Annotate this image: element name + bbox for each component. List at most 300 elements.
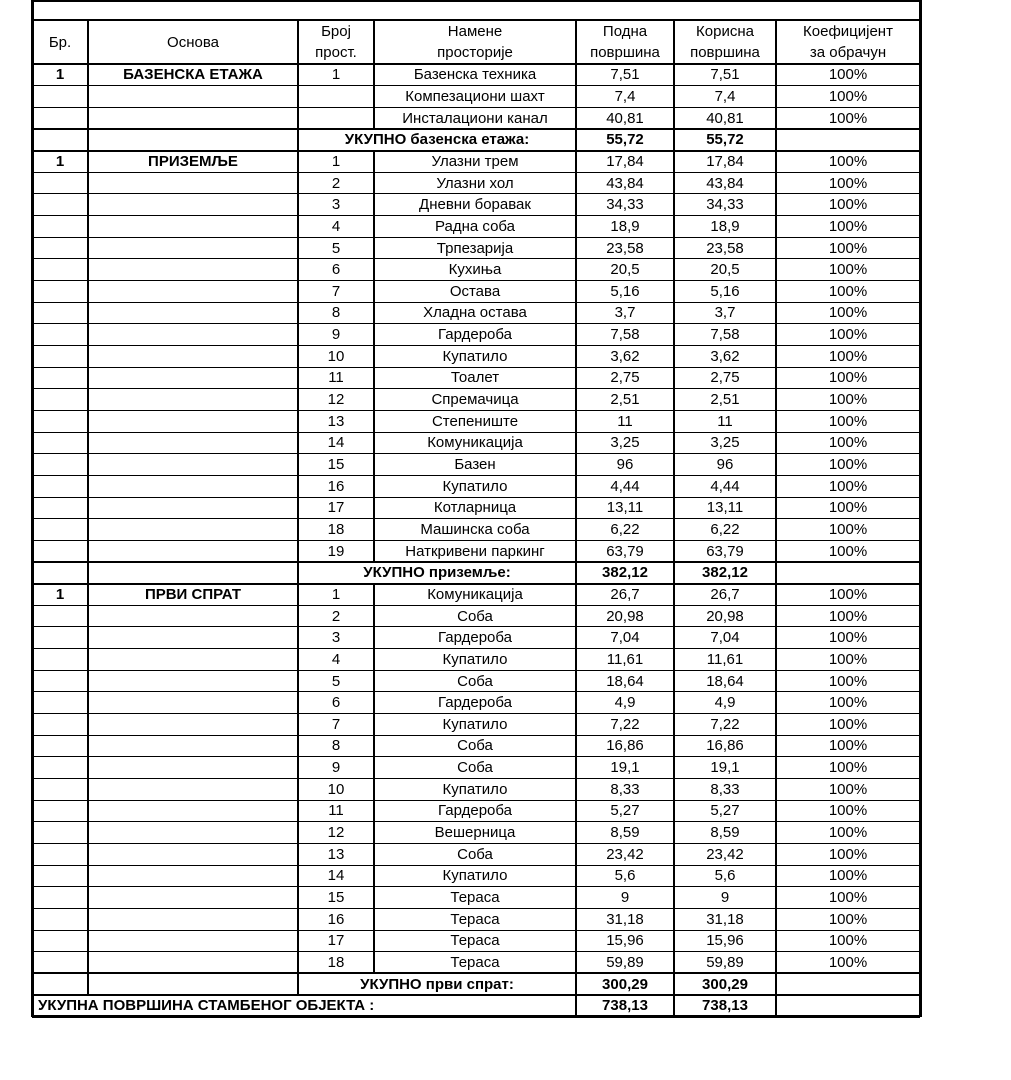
room-purpose: Купатило: [442, 867, 508, 885]
total-row-bottom-line: [32, 583, 920, 585]
floor-area: 6,22: [610, 520, 640, 538]
floor-area: 4,9: [614, 694, 636, 712]
room-purpose: Дневни боравак: [419, 196, 531, 214]
coefficient: 100%: [828, 650, 868, 668]
row-line: [32, 237, 298, 238]
room-purpose: Комуникација: [427, 434, 523, 452]
room-number: 9: [331, 326, 341, 344]
row-line: [32, 410, 298, 411]
useful-area: 8,59: [710, 824, 740, 842]
row-line: [32, 172, 298, 173]
room-number: 10: [327, 780, 345, 798]
room-purpose: Базен: [454, 456, 496, 474]
coefficient: 100%: [828, 261, 868, 279]
useful-area: 34,33: [706, 196, 744, 214]
header-purpose-2: просторије: [437, 44, 513, 61]
row-line: [32, 475, 298, 476]
col-line-room-no: [373, 584, 375, 974]
room-purpose: Купатило: [442, 477, 508, 495]
useful-area: 4,44: [710, 477, 740, 495]
row-line: [298, 778, 920, 779]
row-line: [298, 172, 920, 173]
coefficient: 100%: [828, 910, 868, 928]
floor-area: 63,79: [606, 542, 644, 560]
room-number: 5: [331, 239, 341, 257]
row-line: [32, 193, 298, 194]
row-line: [32, 691, 298, 692]
col-line-room-no: [373, 64, 375, 129]
room-number: 7: [331, 715, 341, 733]
room-purpose: Трпезарија: [436, 239, 514, 257]
room-number: 2: [331, 174, 341, 192]
useful-area: 59,89: [706, 953, 744, 971]
coefficient: 100%: [828, 715, 868, 733]
coefficient: 100%: [828, 434, 868, 452]
room-number: 15: [327, 889, 345, 907]
row-line: [32, 280, 298, 281]
coefficient: 100%: [828, 456, 868, 474]
coefficient: 100%: [828, 347, 868, 365]
col-line-room-no: [373, 20, 375, 64]
room-number: 15: [327, 456, 345, 474]
useful-area: 11,61: [706, 650, 744, 668]
floor-area: 13,11: [606, 499, 644, 517]
room-number: 1: [331, 152, 341, 170]
row-line: [298, 453, 920, 454]
coefficient: 100%: [828, 867, 868, 885]
row-line: [32, 843, 298, 844]
row-line: [32, 951, 298, 952]
room-number: 6: [331, 261, 341, 279]
coefficient: 100%: [828, 824, 868, 842]
floor-area: 96: [616, 456, 634, 474]
row-line: [298, 107, 920, 108]
room-number: 8: [331, 304, 341, 322]
room-purpose: Радна соба: [435, 217, 515, 235]
room-purpose: Остава: [449, 282, 501, 300]
row-line: [32, 215, 298, 216]
floor-area: 11: [617, 412, 633, 430]
row-line: [298, 410, 920, 411]
row-line: [32, 648, 298, 649]
room-purpose: Тоалет: [450, 369, 500, 387]
coefficient: 100%: [828, 672, 868, 690]
grand-total-floor: 738,13: [602, 997, 648, 1015]
room-purpose: Соба: [457, 845, 493, 863]
useful-area: 18,64: [706, 672, 744, 690]
useful-area: 18,9: [710, 217, 740, 235]
row-line: [32, 865, 298, 866]
row-line: [32, 886, 298, 887]
floor-area: 3,25: [610, 434, 640, 452]
section-total-useful: 55,72: [706, 131, 744, 149]
useful-area: 7,51: [710, 66, 740, 84]
coefficient: 100%: [828, 629, 868, 647]
col-line-base: [297, 20, 299, 995]
room-purpose: Купатило: [442, 780, 508, 798]
coefficient: 100%: [828, 607, 868, 625]
section-total-floor: 382,12: [602, 564, 648, 582]
area-calculation-table: [32, 0, 920, 1028]
floor-area: 31,18: [606, 910, 644, 928]
coefficient: 100%: [828, 66, 868, 84]
useful-area: 26,7: [710, 585, 740, 603]
coefficient: 100%: [828, 369, 868, 387]
floor-area: 17,84: [606, 152, 644, 170]
row-line: [32, 540, 298, 541]
floor-area: 40,81: [606, 109, 644, 127]
floor-area: 5,6: [614, 867, 636, 885]
coefficient: 100%: [828, 499, 868, 517]
room-number: 19: [327, 542, 345, 560]
room-purpose: Гардероба: [438, 802, 512, 820]
row-line: [298, 670, 920, 671]
floor-area: 11,61: [606, 650, 644, 668]
row-line: [298, 215, 920, 216]
useful-area: 23,42: [706, 845, 744, 863]
coefficient: 100%: [828, 953, 868, 971]
coefficient: 100%: [828, 391, 868, 409]
room-purpose: Соба: [457, 759, 493, 777]
coefficient: 100%: [828, 87, 868, 105]
row-line: [32, 908, 298, 909]
row-line: [298, 475, 920, 476]
room-purpose: Вешерница: [434, 824, 516, 842]
room-number: 1: [331, 66, 341, 84]
section-total-useful: 300,29: [702, 975, 748, 993]
coefficient: 100%: [828, 520, 868, 538]
row-line: [298, 843, 920, 844]
floor-area: 3,7: [614, 304, 636, 322]
row-line: [298, 626, 920, 627]
col-line-room-no: [373, 151, 375, 562]
row-line: [298, 973, 920, 974]
row-line: [298, 388, 920, 389]
room-number: 4: [331, 650, 341, 668]
row-line: [32, 107, 298, 108]
room-number: 12: [327, 391, 345, 409]
room-purpose: Тераса: [450, 932, 500, 950]
coefficient: 100%: [828, 585, 868, 603]
room-purpose: Соба: [457, 672, 493, 690]
room-purpose: Котларница: [433, 499, 517, 517]
useful-area: 17,84: [706, 152, 744, 170]
coefficient: 100%: [828, 109, 868, 127]
room-number: 6: [331, 694, 341, 712]
coefficient: 100%: [828, 326, 868, 344]
row-line: [298, 605, 920, 606]
useful-area: 5,16: [710, 282, 740, 300]
header-useful-area-2: површина: [690, 44, 760, 61]
floor-area: 8,33: [610, 780, 640, 798]
room-purpose: Компезациони шахт: [405, 87, 545, 105]
table-top-border: [32, 0, 920, 2]
header-coefficient: Коефицијент: [803, 23, 893, 40]
coefficient: 100%: [828, 780, 868, 798]
useful-area: 3,62: [710, 347, 740, 365]
useful-area: 19,1: [710, 759, 740, 777]
row-line: [298, 930, 920, 931]
row-line: [32, 85, 298, 86]
useful-area: 16,86: [706, 737, 744, 755]
header-base: Основа: [167, 34, 219, 51]
coefficient: 100%: [828, 304, 868, 322]
row-line: [298, 128, 920, 129]
room-purpose: Инсталациони канал: [402, 109, 548, 127]
room-number: 14: [327, 434, 345, 452]
header-room-no: Број: [321, 23, 351, 40]
room-purpose: Хладна остава: [423, 304, 527, 322]
section-total-label: УКУПНО базенска етажа:: [344, 131, 530, 149]
floor-area: 18,64: [606, 672, 644, 690]
row-line: [298, 800, 920, 801]
room-number: 2: [331, 607, 341, 625]
section-total-label: УКУПНО први спрат:: [360, 975, 514, 993]
useful-area: 2,51: [710, 391, 740, 409]
room-number: 13: [327, 845, 345, 863]
row-line: [298, 908, 920, 909]
useful-area: 7,4: [714, 87, 736, 105]
useful-area: 5,6: [714, 867, 736, 885]
row-line: [298, 193, 920, 194]
coefficient: 100%: [828, 932, 868, 950]
floor-area: 5,27: [610, 802, 640, 820]
room-purpose: Машинска соба: [420, 520, 530, 538]
room-purpose: Купатило: [442, 347, 508, 365]
section-total-useful: 382,12: [702, 564, 748, 582]
useful-area: 4,9: [714, 694, 736, 712]
room-purpose: Гардероба: [438, 694, 512, 712]
row-line: [32, 800, 298, 801]
total-row-bottom-line: [32, 994, 920, 996]
grand-total-label: УКУПНА ПОВРШИНА СТАМБЕНОГ ОБЈЕКТА :: [38, 997, 375, 1015]
room-number: 7: [331, 282, 341, 300]
floor-area: 23,58: [606, 239, 644, 257]
floor-area: 5,16: [610, 282, 640, 300]
floor-area: 7,4: [614, 87, 636, 105]
coefficient: 100%: [828, 694, 868, 712]
header-purpose: Намене: [447, 23, 503, 40]
row-line: [32, 518, 298, 519]
room-number: 16: [327, 477, 345, 495]
room-purpose: Гардероба: [438, 326, 512, 344]
floor-area: 34,33: [606, 196, 644, 214]
floor-area: 15,96: [606, 932, 644, 950]
row-line: [298, 886, 920, 887]
floor-area: 3,62: [610, 347, 640, 365]
room-purpose: Купатило: [442, 650, 508, 668]
row-line: [298, 561, 920, 562]
table-bottom-border: [32, 1015, 920, 1018]
section-name: БАЗЕНСКА ЕТАЖА: [123, 66, 263, 84]
room-purpose: Комуникација: [427, 585, 523, 603]
row-line: [298, 497, 920, 498]
room-number: 17: [327, 932, 345, 950]
useful-area: 13,11: [706, 499, 744, 517]
useful-area: 5,27: [710, 802, 740, 820]
room-number: 14: [327, 867, 345, 885]
header-floor-area: Подна: [602, 23, 648, 40]
floor-area: 7,58: [610, 326, 640, 344]
section-total-floor: 300,29: [602, 975, 648, 993]
floor-area: 26,7: [610, 585, 640, 603]
coefficient: 100%: [828, 282, 868, 300]
coefficient: 100%: [828, 152, 868, 170]
room-purpose: Улазни трем: [431, 152, 519, 170]
room-number: 12: [327, 824, 345, 842]
header-coefficient-2: за обрачун: [809, 44, 887, 61]
header-no: Бр.: [48, 34, 72, 51]
useful-area: 31,18: [706, 910, 744, 928]
useful-area: 40,81: [706, 109, 744, 127]
room-number: 1: [331, 585, 341, 603]
room-purpose: Степениште: [431, 412, 519, 430]
row-line: [32, 345, 298, 346]
room-number: 16: [327, 910, 345, 928]
useful-area: 23,58: [706, 239, 744, 257]
room-number: 18: [327, 520, 345, 538]
room-number: 17: [327, 499, 345, 517]
floor-area: 4,44: [610, 477, 640, 495]
coefficient: 100%: [828, 412, 868, 430]
coefficient: 100%: [828, 737, 868, 755]
row-line: [32, 128, 298, 129]
row-line: [298, 518, 920, 519]
section-number: 1: [55, 585, 65, 603]
room-number: 8: [331, 737, 341, 755]
row-line: [298, 865, 920, 866]
floor-area: 19,1: [610, 759, 640, 777]
floor-area: 18,9: [610, 217, 640, 235]
floor-area: 20,98: [606, 607, 644, 625]
row-line: [32, 713, 298, 714]
floor-area: 16,86: [606, 737, 644, 755]
header-useful-area: Корисна: [696, 23, 754, 40]
room-purpose: Тераса: [450, 910, 500, 928]
row-line: [298, 302, 920, 303]
floor-area: 20,5: [610, 261, 640, 279]
section-name: ПРВИ СПРАТ: [144, 585, 242, 603]
row-line: [32, 323, 298, 324]
useful-area: 43,84: [706, 174, 744, 192]
coefficient: 100%: [828, 759, 868, 777]
row-line: [32, 388, 298, 389]
row-line: [298, 345, 920, 346]
row-line: [298, 258, 920, 259]
useful-area: 15,96: [706, 932, 744, 950]
useful-area: 6,22: [710, 520, 740, 538]
useful-area: 7,22: [710, 715, 740, 733]
row-line: [32, 778, 298, 779]
coefficient: 100%: [828, 239, 868, 257]
header-top-line: [32, 19, 920, 21]
room-purpose: Соба: [457, 607, 493, 625]
row-line: [32, 756, 298, 757]
useful-area: 20,98: [706, 607, 744, 625]
floor-area: 7,51: [610, 66, 640, 84]
row-line: [32, 821, 298, 822]
header-floor-area-2: површина: [590, 44, 660, 61]
header-bottom-line: [32, 63, 920, 65]
useful-area: 20,5: [710, 261, 740, 279]
row-line: [298, 367, 920, 368]
grand-total-useful: 738,13: [702, 997, 748, 1015]
row-line: [32, 561, 298, 562]
row-line: [298, 85, 920, 86]
row-line: [32, 367, 298, 368]
useful-area: 7,04: [710, 629, 740, 647]
room-purpose: Спремачица: [431, 391, 519, 409]
room-number: 3: [331, 196, 341, 214]
coefficient: 100%: [828, 477, 868, 495]
row-line: [298, 280, 920, 281]
row-line: [298, 713, 920, 714]
useful-area: 7,58: [710, 326, 740, 344]
row-line: [298, 756, 920, 757]
section-name: ПРИЗЕМЉЕ: [148, 152, 238, 170]
room-number: 3: [331, 629, 341, 647]
section-total-label: УКУПНО приземље:: [363, 564, 511, 582]
row-line: [298, 821, 920, 822]
room-purpose: Соба: [457, 737, 493, 755]
row-line: [298, 648, 920, 649]
row-line: [298, 951, 920, 952]
floor-area: 9: [620, 889, 630, 907]
room-number: 11: [328, 369, 344, 387]
row-line: [298, 540, 920, 541]
row-line: [32, 605, 298, 606]
row-line: [298, 432, 920, 433]
coefficient: 100%: [828, 889, 868, 907]
useful-area: 3,7: [714, 304, 736, 322]
room-purpose: Кухиња: [448, 261, 502, 279]
useful-area: 2,75: [710, 369, 740, 387]
room-number: 10: [327, 347, 345, 365]
room-number: 18: [327, 953, 345, 971]
useful-area: 3,25: [710, 434, 740, 452]
floor-area: 2,51: [610, 391, 640, 409]
row-line: [298, 237, 920, 238]
room-purpose: Гардероба: [438, 629, 512, 647]
room-purpose: Наткривени паркинг: [405, 542, 545, 560]
row-line: [32, 258, 298, 259]
row-line: [32, 973, 298, 974]
section-number: 1: [55, 66, 65, 84]
section-number: 1: [55, 152, 65, 170]
room-purpose: Тераса: [450, 953, 500, 971]
floor-area: 43,84: [606, 174, 644, 192]
coefficient: 100%: [828, 196, 868, 214]
useful-area: 96: [716, 456, 734, 474]
useful-area: 8,33: [710, 780, 740, 798]
floor-area: 23,42: [606, 845, 644, 863]
floor-area: 2,75: [610, 369, 640, 387]
useful-area: 11: [717, 412, 733, 430]
row-line: [32, 302, 298, 303]
col-line-no: [87, 20, 89, 995]
col-line-purpose: [575, 20, 577, 1017]
room-number: 13: [327, 412, 345, 430]
coefficient: 100%: [828, 802, 868, 820]
room-number: 5: [331, 672, 341, 690]
row-line: [32, 930, 298, 931]
row-line: [32, 670, 298, 671]
total-row-bottom-line: [32, 150, 920, 152]
useful-area: 9: [720, 889, 730, 907]
room-purpose: Улазни хол: [436, 174, 514, 192]
room-purpose: Базенска техника: [413, 66, 537, 84]
row-line: [32, 735, 298, 736]
